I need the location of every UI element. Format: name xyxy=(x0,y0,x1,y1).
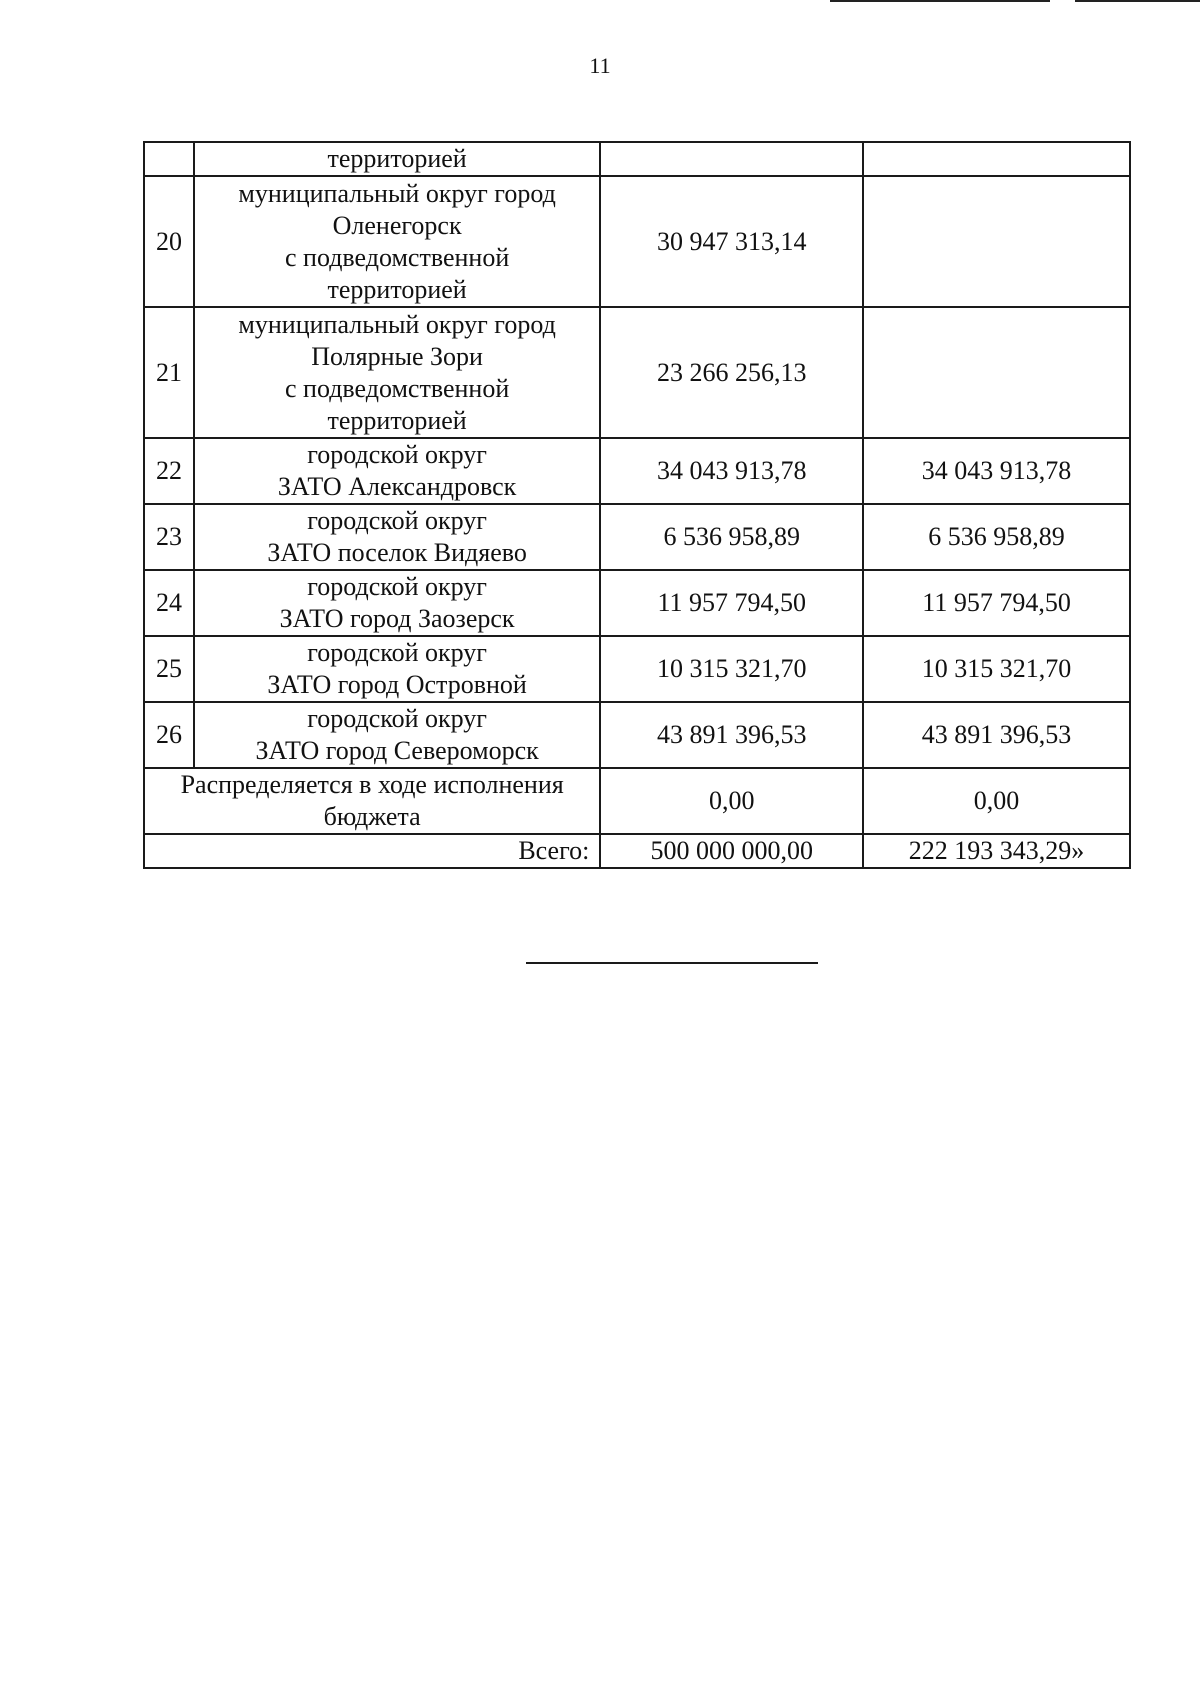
table-row xyxy=(144,142,1130,176)
distributed-label xyxy=(144,768,600,834)
total-amount-total: 500 000 000,00 xyxy=(600,834,863,868)
municipality-name xyxy=(194,438,600,504)
amount-secondary-cell xyxy=(863,142,1130,176)
top-rule-right xyxy=(1075,0,1200,2)
amount-secondary-cell: 11 957 794,50 xyxy=(863,570,1130,636)
municipality-name-line: городской округ xyxy=(307,440,487,469)
municipality-name-line: городской округ xyxy=(307,506,487,535)
table-row xyxy=(144,307,1130,438)
municipality-name xyxy=(194,307,600,438)
row-number: 25 xyxy=(144,636,194,702)
budget-table xyxy=(143,141,1131,869)
row-number: 21 xyxy=(144,307,194,438)
municipality-name-line: городской округ xyxy=(307,704,487,733)
table-row xyxy=(144,702,1130,768)
amount-secondary-cell xyxy=(863,176,1130,307)
distributed-label-line: Распределяется в ходе исполнения xyxy=(180,770,564,799)
municipality-name-line: с подведомственной xyxy=(284,373,510,403)
distributed-row xyxy=(144,768,1130,834)
municipality-name-line: с подведомственной xyxy=(284,242,510,272)
total-amount-secondary: 222 193 343,29» xyxy=(863,834,1130,868)
amount-secondary-cell: 34 043 913,78 xyxy=(863,438,1130,504)
budget-table-body xyxy=(144,142,1130,868)
table-row xyxy=(144,176,1130,307)
amount-total-cell xyxy=(600,142,863,176)
row-number: 20 xyxy=(144,176,194,307)
table-row xyxy=(144,636,1130,702)
amount-secondary-cell xyxy=(863,307,1130,438)
end-separator-line xyxy=(526,962,818,964)
distributed-amount-total: 0,00 xyxy=(600,768,863,834)
municipality-name-line: муниципальный округ город xyxy=(238,309,556,339)
municipality-name xyxy=(194,702,600,768)
municipality-name-line: ЗАТО город Заозерск xyxy=(279,604,515,633)
amount-total-cell: 34 043 913,78 xyxy=(600,438,863,504)
municipality-name-line: городской округ xyxy=(307,638,487,667)
amount-total-cell: 11 957 794,50 xyxy=(600,570,863,636)
municipality-name xyxy=(194,176,600,307)
row-number: 24 xyxy=(144,570,194,636)
amount-total-cell: 10 315 321,70 xyxy=(600,636,863,702)
municipality-name-line: территорией xyxy=(327,144,467,173)
amount-total-cell: 23 266 256,13 xyxy=(600,307,863,438)
amount-total-cell: 6 536 958,89 xyxy=(600,504,863,570)
municipality-name-line: городской округ xyxy=(307,572,487,601)
top-rule-left xyxy=(830,0,1050,2)
total-row xyxy=(144,834,1130,868)
amount-secondary-cell: 43 891 396,53 xyxy=(863,702,1130,768)
row-number xyxy=(144,142,194,176)
municipality-name-line: Полярные Зори xyxy=(311,341,483,371)
page-number: 11 xyxy=(589,53,611,78)
amount-secondary-cell: 6 536 958,89 xyxy=(863,504,1130,570)
municipality-name-line: ЗАТО город Островной xyxy=(267,670,527,699)
municipality-name-line: ЗАТО город Североморск xyxy=(255,736,539,765)
table-row xyxy=(144,438,1130,504)
distributed-label-line: бюджета xyxy=(323,802,421,831)
row-number: 23 xyxy=(144,504,194,570)
total-label: Всего: xyxy=(144,834,600,868)
municipality-name-line: Оленегорск xyxy=(332,210,462,240)
municipality-name-line: ЗАТО Александровск xyxy=(277,472,517,501)
table-row xyxy=(144,504,1130,570)
municipality-name xyxy=(194,504,600,570)
row-number: 26 xyxy=(144,702,194,768)
municipality-name xyxy=(194,570,600,636)
amount-total-cell: 30 947 313,14 xyxy=(600,176,863,307)
municipality-name-line: территорией xyxy=(327,274,467,304)
distributed-amount-secondary: 0,00 xyxy=(863,768,1130,834)
row-number: 22 xyxy=(144,438,194,504)
municipality-name-line: территорией xyxy=(327,405,467,435)
amount-secondary-cell: 10 315 321,70 xyxy=(863,636,1130,702)
table-row xyxy=(144,570,1130,636)
amount-total-cell: 43 891 396,53 xyxy=(600,702,863,768)
municipality-name-line: муниципальный округ город xyxy=(238,178,556,208)
municipality-name-line: ЗАТО поселок Видяево xyxy=(267,538,527,567)
municipality-name xyxy=(194,142,600,176)
municipality-name xyxy=(194,636,600,702)
